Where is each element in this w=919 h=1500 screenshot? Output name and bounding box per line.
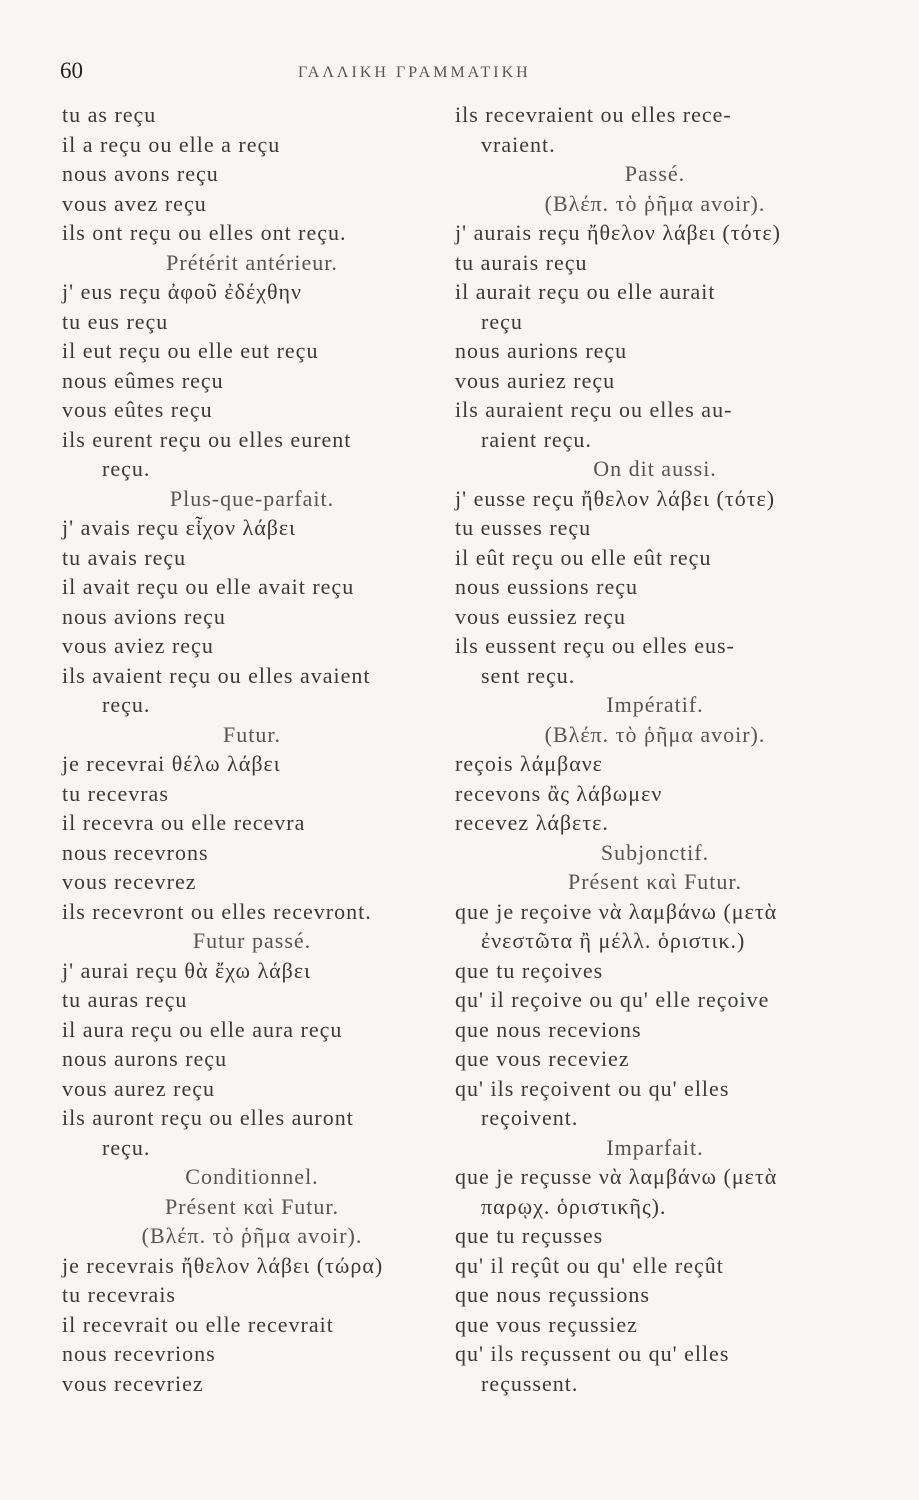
- section-heading: Passé.: [624, 161, 686, 186]
- section-heading: Impératif.: [606, 692, 704, 717]
- section-heading: Subjonctif.: [600, 839, 710, 865]
- text-line: tu eusses reçu: [455, 515, 592, 540]
- text-line-continuation: παρῳχ. ὁριστικῆς).: [481, 1193, 667, 1219]
- text-line-continuation: raient reçu.: [481, 426, 592, 452]
- text-line: je recevrais ἤθελον λάβει (τώρα): [62, 1252, 384, 1278]
- text-line: recevons ἂς λάβωμεν: [455, 780, 663, 806]
- text-line: ils avaient reçu ou elles avaient: [62, 662, 371, 688]
- text-line: j' aurais reçu ἤθελον λάβει (τότε): [455, 220, 781, 245]
- text-line: tu aurais reçu: [455, 249, 588, 275]
- text-line-continuation: reçu.: [102, 456, 151, 481]
- text-line: nous recevrons: [62, 839, 209, 865]
- page-header: [60, 58, 860, 88]
- section-heading: Futur.: [223, 721, 281, 747]
- text-line: il eût reçu ou elle eût reçu: [455, 544, 712, 570]
- text-line: nous eussions reçu: [455, 574, 638, 599]
- text-line: qu' il reçoive ou qu' elle reçoive: [455, 987, 770, 1012]
- text-line: qu' ils reçussent ou qu' elles: [455, 1341, 730, 1366]
- text-line: nous recevrions: [62, 1341, 216, 1366]
- text-line: vous recevriez: [62, 1370, 204, 1396]
- text-line-continuation: reçu.: [102, 1134, 151, 1160]
- text-line-continuation: reçu: [481, 308, 523, 334]
- text-line: que vous reçussiez: [455, 1311, 638, 1337]
- text-line-continuation: reçoivent.: [481, 1105, 579, 1130]
- text-line: tu auras reçu: [62, 987, 188, 1012]
- text-line: j' avais reçu εἶχον λάβει: [62, 515, 297, 540]
- text-line: il eut reçu ou elle eut reçu: [62, 338, 319, 363]
- section-heading: Conditionnel.: [185, 1164, 319, 1189]
- text-line: nous avions reçu: [62, 603, 226, 629]
- text-line: que tu reçoives: [455, 957, 604, 983]
- section-heading: On dit aussi.: [593, 456, 717, 481]
- text-line-continuation: reçussent.: [481, 1370, 579, 1396]
- left-column: [62, 100, 442, 1398]
- subsection-heading: Présent καὶ Futur.: [164, 1193, 340, 1219]
- text-line: ils ont reçu ou elles ont reçu.: [62, 220, 347, 245]
- text-line: que tu reçusses: [455, 1223, 604, 1248]
- text-line: il avait reçu ou elle avait reçu: [62, 574, 355, 599]
- text-line: tu as reçu: [62, 102, 157, 127]
- section-heading: Futur passé.: [192, 928, 312, 953]
- text-line: qu' il reçût ou qu' elle reçût: [455, 1252, 724, 1278]
- text-line: il aurait reçu ou elle aurait: [455, 279, 716, 304]
- page-number: 60: [60, 58, 83, 83]
- text-line: tu eus reçu: [62, 308, 169, 334]
- text-line: vous recevrez: [62, 869, 197, 894]
- text-line: que nous recevions: [455, 1016, 642, 1042]
- text-line: il recevra ou elle recevra: [62, 810, 306, 835]
- text-line: ils recevraient ou elles rece-: [455, 102, 732, 127]
- text-line: nous eûmes reçu: [62, 367, 224, 393]
- text-line: vous eussiez reçu: [455, 603, 626, 629]
- running-title: ΓΑΛΛΙΚΗ ΓΡΑΜΜΑΤΙΚΗ: [298, 64, 531, 81]
- text-line: tu recevras: [62, 780, 169, 806]
- text-line: vous auriez reçu: [455, 367, 616, 393]
- text-line: il a reçu ou elle a reçu: [62, 131, 281, 157]
- text-line: j' eusse reçu ἤθελον λάβει (τότε): [455, 485, 776, 511]
- text-line: ils eurent reçu ou elles eurent: [62, 426, 352, 452]
- text-line: recevez λάβετε.: [455, 810, 609, 835]
- text-line: tu avais reçu: [62, 544, 187, 570]
- text-line: nous aurons reçu: [62, 1046, 228, 1071]
- text-line-continuation: ἐνεστῶτα ἢ μέλλ. ὁριστικ.): [481, 928, 746, 953]
- text-line: reçois λάμβανε: [455, 751, 603, 776]
- right-column: [455, 100, 855, 1398]
- text-line: ils auraient reçu ou elles au-: [455, 397, 733, 422]
- text-line: que nous reçussions: [455, 1282, 650, 1307]
- cross-reference: (Βλέπ. τὸ ῥῆμα avoir).: [544, 190, 766, 216]
- text-line: j' aurai reçu θὰ ἔχω λάβει: [62, 957, 312, 983]
- text-line: j' eus reçu ἀφοῦ ἐδέχθην: [62, 279, 302, 304]
- text-line: tu recevrais: [62, 1282, 176, 1307]
- text-line: que je reçusse νὰ λαμβάνω (μετὰ: [455, 1164, 778, 1189]
- cross-reference: (Βλέπ. τὸ ῥῆμα avoir).: [141, 1223, 363, 1248]
- section-heading: Prétérit antérieur.: [166, 249, 338, 275]
- text-line: que je reçoive νὰ λαμβάνω (μετὰ: [455, 898, 778, 924]
- text-line: nous avons reçu: [62, 161, 219, 186]
- text-line: qu' ils reçoivent ou qu' elles: [455, 1075, 730, 1101]
- cross-reference: (Βλέπ. τὸ ῥῆμα avoir).: [544, 721, 766, 747]
- text-line: nous aurions reçu: [455, 338, 628, 363]
- section-heading: Imparfait.: [606, 1134, 704, 1160]
- text-line: vous aurez reçu: [62, 1075, 216, 1101]
- text-line-continuation: vraient.: [481, 131, 556, 157]
- text-line-continuation: reçu.: [102, 692, 151, 717]
- subsection-heading: Présent καὶ Futur.: [567, 869, 743, 894]
- text-line: ils recevront ou elles recevront.: [62, 898, 372, 924]
- text-line: vous avez reçu: [62, 190, 207, 216]
- text-line: ils eussent reçu ou elles eus-: [455, 633, 735, 658]
- text-line: que vous receviez: [455, 1046, 630, 1071]
- text-line: ils auront reçu ou elles auront: [62, 1105, 354, 1130]
- text-line: je recevrai θέλω λάβει: [62, 751, 281, 776]
- text-line-continuation: sent reçu.: [481, 662, 576, 688]
- text-line: vous aviez reçu: [62, 633, 214, 658]
- section-heading: Plus-que-parfait.: [169, 485, 335, 511]
- text-line: il recevrait ou elle recevrait: [62, 1311, 334, 1337]
- text-line: vous eûtes reçu: [62, 397, 213, 422]
- text-line: il aura reçu ou elle aura reçu: [62, 1016, 343, 1042]
